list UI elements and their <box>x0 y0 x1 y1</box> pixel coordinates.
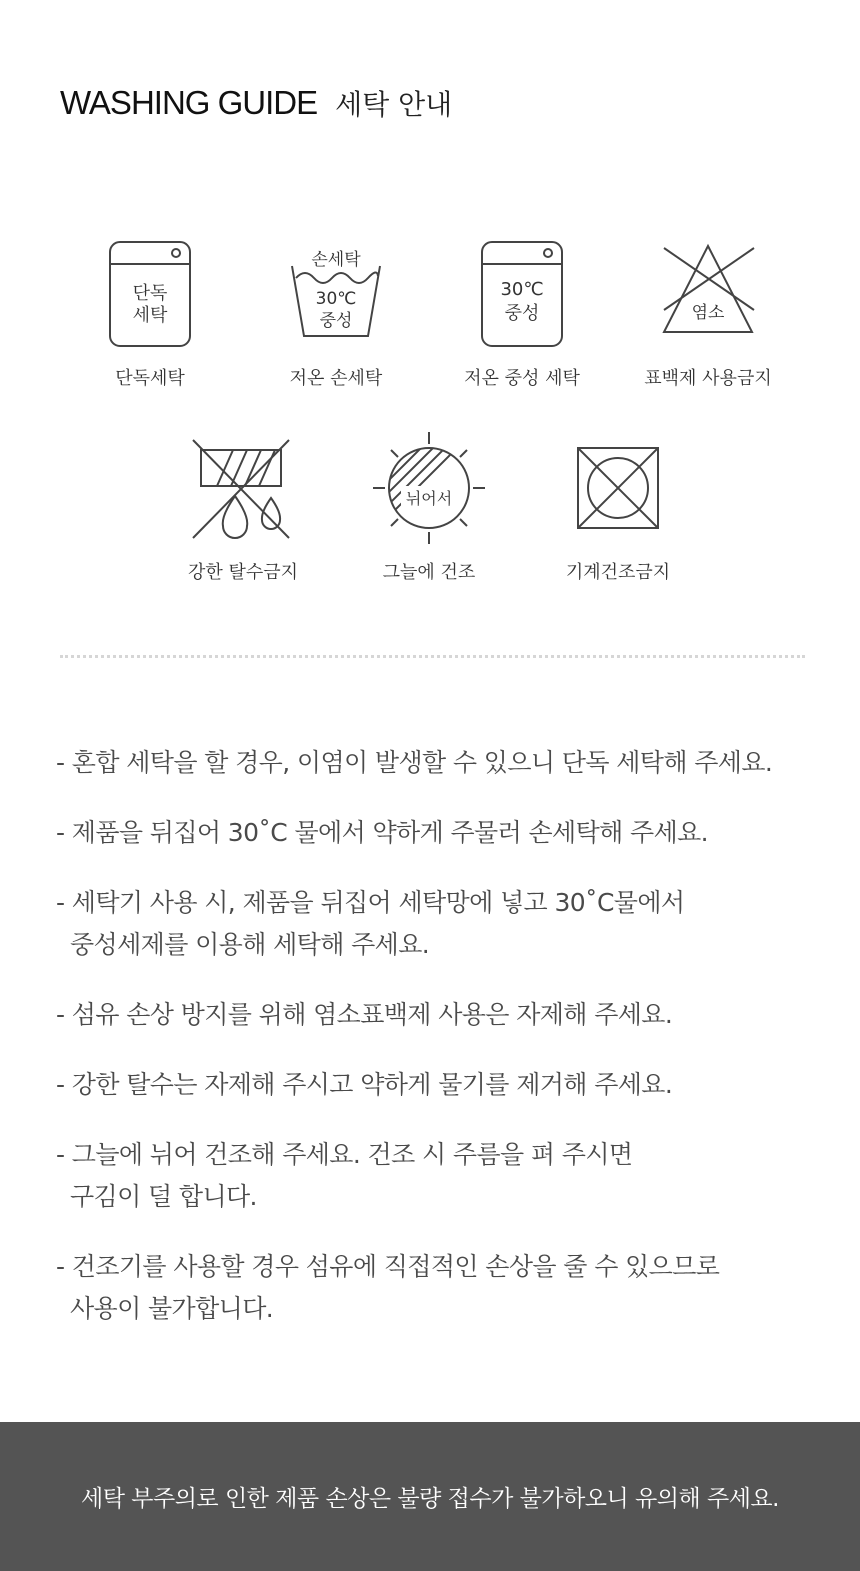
note-item: - 그늘에 뉘어 건조해 주세요. 건조 시 주름을 펴 주시면 구김이 덜 합니다. <box>56 1140 633 1211</box>
title-english: WASHING GUIDE <box>60 84 318 121</box>
svg-text:30℃: 30℃ <box>315 289 357 309</box>
title-korean: 세탁 안내 <box>335 88 453 121</box>
icon-no-bleach <box>618 238 798 390</box>
svg-text:중성: 중성 <box>319 311 353 331</box>
icon-hand-wash <box>246 238 426 390</box>
no-wring-icon <box>191 432 295 544</box>
icon-label: 저온 손세탁 <box>289 368 383 389</box>
icon-shade-dry <box>339 432 519 584</box>
icon-label: 그늘에 건조 <box>382 562 476 583</box>
icon-label: 강한 탈수금지 <box>187 562 299 583</box>
svg-text:세탁: 세탁 <box>132 305 168 326</box>
svg-text:30℃: 30℃ <box>500 279 544 300</box>
icon-label: 기계건조금지 <box>565 562 671 583</box>
svg-text:단독: 단독 <box>132 283 168 304</box>
svg-text:염소: 염소 <box>691 303 725 323</box>
washing-machine-icon <box>477 238 567 350</box>
icon-wash-separate <box>60 238 240 390</box>
icon-machine-neutral <box>432 238 612 390</box>
page-title <box>60 80 452 126</box>
footer-text: 세탁 부주의로 인한 제품 손상은 불량 접수가 불가하오니 유의해 주세요. <box>81 1486 779 1512</box>
washing-machine-icon <box>105 238 195 350</box>
svg-text:뉘어서: 뉘어서 <box>405 489 453 508</box>
svg-text:손세탁: 손세탁 <box>311 250 361 270</box>
no-tumble-dry-icon <box>562 432 674 544</box>
icon-label: 표백제 사용금지 <box>644 368 772 389</box>
icon-label: 저온 중성 세탁 <box>464 368 580 389</box>
note-item: - 혼합 세탁을 할 경우, 이염이 발생할 수 있으니 단독 세탁해 주세요. <box>56 748 773 777</box>
washing-notes <box>56 742 816 1358</box>
hand-wash-basin-icon <box>286 238 386 350</box>
note-item: - 제품을 뒤집어 30˚C 물에서 약하게 주물러 손세탁해 주세요. <box>56 818 709 847</box>
note-item: - 세탁기 사용 시, 제품을 뒤집어 세탁망에 넣고 30˚C물에서 중성세제를 이용해 세탁해 주세요. <box>56 888 685 959</box>
icon-label: 단독세탁 <box>115 368 185 389</box>
svg-text:중성: 중성 <box>504 303 540 324</box>
note-item: - 섬유 손상 방지를 위해 염소표백제 사용은 자제해 주세요. <box>56 1000 673 1029</box>
footer-notice <box>0 1422 860 1571</box>
note-item: - 강한 탈수는 자제해 주시고 약하게 물기를 제거해 주세요. <box>56 1070 673 1099</box>
icon-no-tumble <box>528 432 708 584</box>
note-item: - 건조기를 사용할 경우 섬유에 직접적인 손상을 줄 수 있으므로 사용이 불가합니다. <box>56 1252 720 1323</box>
dotted-divider <box>60 655 805 658</box>
shade-dry-sun-icon <box>373 432 485 544</box>
icon-no-wring <box>153 432 333 584</box>
no-bleach-triangle-icon <box>658 238 758 350</box>
